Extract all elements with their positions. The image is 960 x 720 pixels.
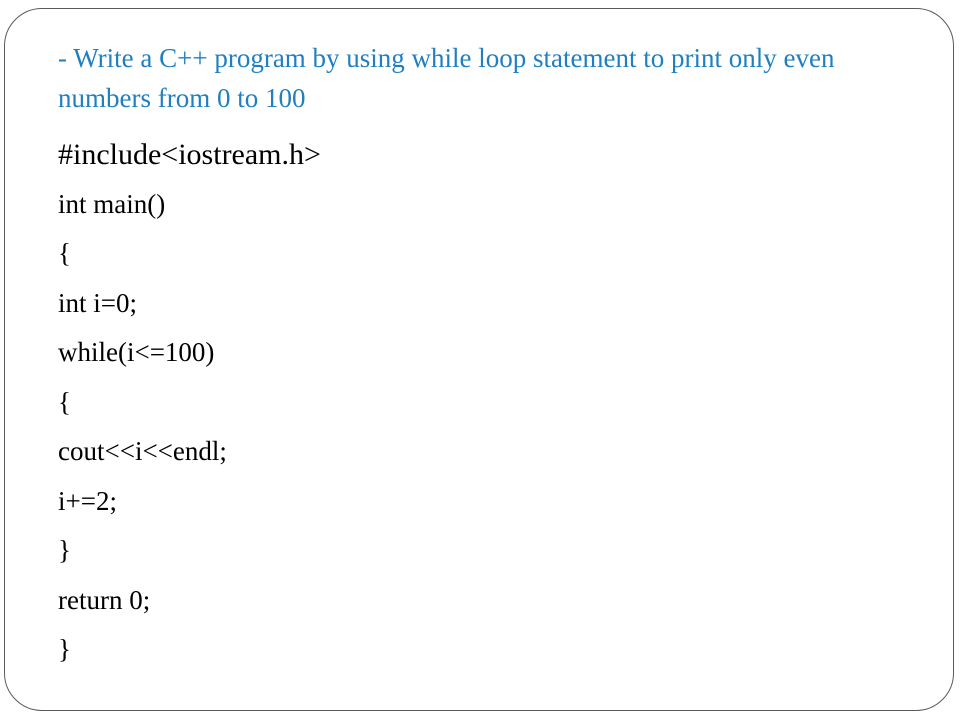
code-line-main-close-brace: } xyxy=(58,634,71,664)
code-line-main-signature: int main() xyxy=(58,188,166,219)
code-line-cout-statement: cout<<i<<endl; xyxy=(58,436,227,466)
code-line-while-condition: while(i<=100) xyxy=(58,337,215,367)
code-line-increment: i+=2; xyxy=(58,485,117,516)
code-line-var-declaration: int i=0; xyxy=(58,287,137,318)
code-line-return: return 0; xyxy=(58,584,151,615)
code-line-while-close-brace: } xyxy=(58,535,71,565)
code-line-include: #include<iostream.h> xyxy=(58,138,321,171)
code-line-while-open-brace: { xyxy=(58,386,71,417)
code-line-main-open-brace: { xyxy=(58,238,71,268)
code-block xyxy=(58,130,321,675)
slide-title: - Write a C++ program by using while loop statement to print only even numbers from 0 to 100 xyxy=(58,43,835,113)
